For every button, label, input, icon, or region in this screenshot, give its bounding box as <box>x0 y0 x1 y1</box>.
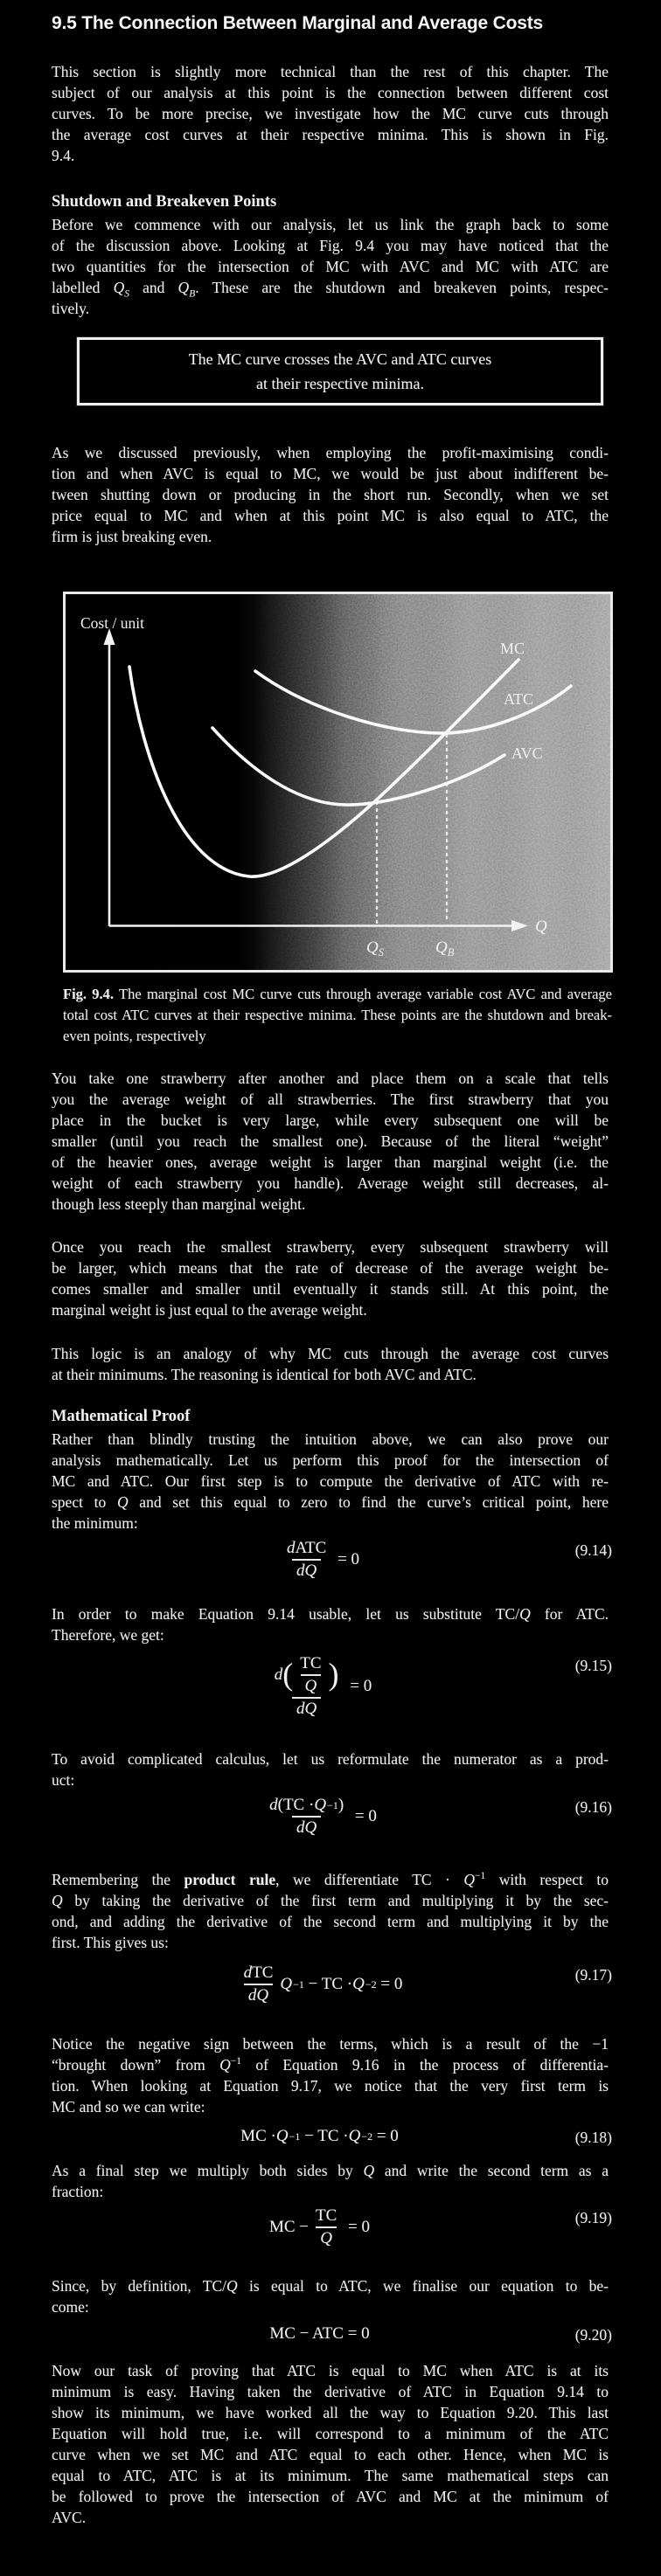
math-token: d <box>243 1963 253 1982</box>
paragraph-6 <box>52 1343 609 1385</box>
paragraph-1 <box>52 61 609 166</box>
eq-9-20-expression <box>269 2324 369 2344</box>
math-token: = 0 <box>345 1676 372 1695</box>
text-segment-it: Q <box>226 2277 238 2295</box>
y-axis-label: Cost / unit <box>80 614 144 632</box>
eq-9-19 <box>52 2207 612 2247</box>
text-line: As we discussed previously, when employing the profit-maximising condi- <box>52 444 609 461</box>
math-token: TC · <box>282 1796 315 1814</box>
text-line: you the average weight of all strawberries. The first strawberry that you <box>52 1091 609 1108</box>
text-line: tion. When looking at Equation 9.17, we notice that the very first term is <box>52 2077 609 2095</box>
math-token: Q <box>280 1974 293 1993</box>
text-segment: , we differentiate TC · <box>275 1871 464 1888</box>
math-token <box>240 1964 278 2005</box>
text-segment: labelled <box>52 279 114 296</box>
math-token: − TC · <box>303 1974 353 1993</box>
text-segment-sup: −1 <box>230 2056 241 2067</box>
paragraph-9 <box>52 1748 609 1790</box>
text-segment-it: Q <box>113 279 125 296</box>
page-title: 9.5 The Connection Between Marginal and Average Costs <box>52 13 543 33</box>
paragraph-10 <box>52 1869 609 1953</box>
text-line: come: <box>52 2298 89 2316</box>
text-segment-it: Q <box>519 1605 531 1623</box>
eq-9-16-expression <box>262 1797 377 1837</box>
text-segment: Since, by definition, TC/ <box>52 2277 227 2295</box>
eq-9-20-number: (9.20) <box>574 2326 612 2344</box>
text-segment-it: Q <box>177 279 190 296</box>
paragraph-11 <box>52 2033 609 2117</box>
eq-9-19-number: (9.19) <box>574 2209 612 2226</box>
math-token <box>270 1655 344 1718</box>
eq-9-19-expression <box>269 2207 370 2247</box>
text-segment-it: Q <box>363 2162 375 2179</box>
math-token: Q <box>320 2228 333 2247</box>
math-token: dQ <box>247 1985 269 2005</box>
math-token: = 0 <box>344 2217 371 2236</box>
text-line: This logic is an analogy of why MC cuts through the average cost curves <box>52 1345 609 1362</box>
text-line: weight of each strawberry you handle). Average weight still decreases, al- <box>52 1174 609 1192</box>
text-segment: In order to make Equation 9.14 usable, let us substitute TC/ <box>52 1605 520 1623</box>
text-line: To avoid complicated calculus, let us reformulate the numerator as a prod- <box>52 1750 609 1768</box>
paragraph-7 <box>52 1429 609 1534</box>
avc-curve-label: AVC <box>511 744 543 762</box>
math-token: MC − <box>268 2217 310 2236</box>
text-line: equal to ATC, ATC is at its minimum. The same mathematical steps can <box>52 2467 609 2484</box>
x-axis-label: Q <box>535 918 547 936</box>
text-line: smaller (until you reach the smallest one). Because of the literal “weight” <box>52 1132 609 1150</box>
text-segment: by taking the derivative of the first term and multiplying it by the sec- <box>62 1892 609 1909</box>
paragraph-12 <box>52 2160 609 2202</box>
text-segment-sub: B <box>189 288 196 300</box>
text-segment: with respect to <box>485 1871 609 1888</box>
text-line: curves. To be more precise, we investigate how the MC curve cuts through <box>52 105 609 122</box>
eq-9-17-number: (9.17) <box>574 1966 612 1984</box>
text-line: Therefore, we get: <box>52 1626 164 1644</box>
paragraph-13 <box>52 2275 609 2317</box>
callout-line: The MC curve crosses the AVC and ATC curves <box>188 350 492 368</box>
eq-9-14-expression <box>280 1540 359 1580</box>
text-segment-sub: S <box>124 288 129 300</box>
math-token: Q <box>304 1676 317 1695</box>
math-token: dQ <box>296 1561 317 1580</box>
math-token: = 0 <box>333 1549 360 1568</box>
text-segment: and write the second term as a <box>374 2162 609 2179</box>
eq-9-15-expression <box>268 1655 372 1718</box>
text-line: curve when we set MC and ATC equal to each other. Hence, when MC is <box>52 2446 609 2463</box>
text-line <box>63 984 612 1005</box>
math-token: = 0 <box>372 2127 399 2145</box>
text-line: first. This gives us: <box>52 1934 169 1951</box>
paragraph-14 <box>52 2360 609 2528</box>
eq-9-15 <box>52 1655 612 1718</box>
text-line: the average cost curves at their respective minima. This is shown in Fig. <box>52 126 609 143</box>
section-heading-proof: Mathematical Proof <box>52 1408 191 1425</box>
text-line: total cost ATC curves at their respective minima. These points are the shutdown and break- <box>63 1007 612 1023</box>
callout-line: at their respective minima. <box>256 375 424 392</box>
math-token: Q <box>275 2127 289 2145</box>
text-line: price equal to MC and when at this point MC is also equal to ATC, the <box>52 507 609 524</box>
text-segment: Remembering the <box>52 1871 184 1888</box>
text-line: be larger, which means that the rate of decrease of the average weight be- <box>52 1259 609 1277</box>
math-token: MC · <box>240 2127 276 2145</box>
math-token: dQ <box>296 1818 317 1837</box>
text-line: Rather than blindly trusting the intuition above, we can also prove our <box>52 1430 609 1448</box>
qb-label: $Q_B$ <box>435 938 455 959</box>
text-line <box>52 1869 609 1890</box>
text-line: AVC. <box>52 2509 87 2526</box>
eq-9-18-expression: MC · Q −1 − TC · Q −2 = 0 <box>240 2127 399 2145</box>
text-segment-it: Q <box>219 2056 231 2074</box>
math-token: ATC <box>295 1539 327 1557</box>
math-token: d <box>286 1539 296 1557</box>
eq-9-18 <box>52 2127 612 2146</box>
eq-9-18-number: (9.18) <box>574 2129 612 2146</box>
math-token: Q <box>352 1974 365 1993</box>
text-line: marginal weight is just equal to the average weight. <box>52 1301 367 1319</box>
text-segment-b: product rule <box>184 1871 276 1888</box>
text-segment: and <box>129 279 178 296</box>
eq-9-16 <box>52 1797 612 1837</box>
text-line: You take one strawberry after another and place them on a scale that tells <box>52 1070 609 1087</box>
eq-9-20 <box>52 2324 612 2344</box>
math-token: d <box>274 1665 283 1684</box>
text-line <box>52 1890 609 1911</box>
paragraph-4 <box>52 1068 609 1215</box>
eq-9-16-number: (9.16) <box>574 1798 612 1816</box>
math-token: Q <box>314 1796 327 1814</box>
paragraph-2 <box>52 214 609 319</box>
paragraph-3 <box>52 442 609 547</box>
text-line: tion and when AVC is equal to MC, we would be just about indifferent be- <box>52 465 609 482</box>
text-line: minimum is easy. Having taken the derivative of ATC in Equation 9.14 to <box>52 2383 609 2400</box>
math-token: TC <box>252 1963 274 1982</box>
text-line <box>52 2054 609 2075</box>
text-line: even points, respectively <box>63 1028 206 1044</box>
math-token: Q <box>348 2127 361 2145</box>
eq-9-14 <box>52 1540 612 1580</box>
section-heading-shutdown: Shutdown and Breakeven Points <box>52 193 277 211</box>
text-line: Equation will hold true, i.e. will correspond to a minimum of the ATC <box>52 2425 609 2442</box>
text-line: two quantities for the intersection of MC with AVC and MC with ATC are <box>52 258 609 275</box>
math-token <box>311 2207 341 2247</box>
text-segment-it: Q <box>52 1892 63 1909</box>
text-line: subject of our analysis at this point is the connection between different cost <box>52 84 609 101</box>
text-line: comes smaller and smaller until eventually it stands still. At this point, the <box>52 1280 609 1298</box>
math-token <box>296 1655 325 1695</box>
math-token: dQ <box>296 1699 317 1718</box>
paragraph-5 <box>52 1236 609 1320</box>
math-token: TC <box>300 1654 322 1672</box>
mc-curve-label: MC <box>500 640 525 657</box>
cost-curves-chart <box>63 592 613 973</box>
text-line: ond, and adding the derivative of the second term and multiplying it by the <box>52 1913 609 1930</box>
text-line: Now our task of proving that ATC is equal to MC when ATC is at its <box>52 2362 609 2379</box>
text-line <box>52 2160 609 2181</box>
text-segment: . These are the shutdown and breakeven points, respec- <box>195 279 609 296</box>
text-segment: spect to <box>52 1493 117 1511</box>
callout-box <box>77 337 603 405</box>
math-token: = 0 <box>376 1974 403 1993</box>
text-line: 9.4. <box>52 147 75 164</box>
text-line: be followed to prove the intersection of AVC and MC at the minimum of <box>52 2488 609 2505</box>
text-line: analysis mathematically. Let us perform this proof for the intersection of <box>52 1451 609 1469</box>
text-line: place in the bucket is very large, while every subsequent one will be <box>52 1111 609 1129</box>
eq-9-17 <box>52 1964 612 2005</box>
math-token <box>282 1540 330 1580</box>
text-line <box>52 1603 609 1624</box>
text-line: show its minimum, we have worked all the way to Equation 9.20. This last <box>52 2404 609 2421</box>
math-token: − TC · <box>300 2127 349 2145</box>
text-line <box>52 277 609 298</box>
text-line <box>52 2275 609 2296</box>
text-line: fraction: <box>52 2183 104 2200</box>
math-token <box>265 1797 348 1837</box>
figure-9-4 <box>63 592 613 973</box>
math-token: d <box>269 1796 278 1814</box>
text-segment-sup: −1 <box>475 1871 486 1882</box>
text-line: Notice the negative sign between the terms, which is a result of the −1 <box>52 2035 609 2053</box>
math-token: ( TC · Q −1 ) <box>277 1796 344 1814</box>
math-token: TC <box>316 2206 337 2225</box>
text-line: the minimum: <box>52 1514 138 1532</box>
text-segment: is equal to ATC, we finalise our equation to be- <box>237 2277 609 2295</box>
text-line: though less steeply than marginal weight. <box>52 1195 306 1213</box>
text-line: MC and ATC. Our first step is to compute the derivative of ATC with re- <box>52 1472 609 1490</box>
eq-9-15-number: (9.15) <box>574 1657 612 1674</box>
text-line: MC and so we can write: <box>52 2098 205 2116</box>
text-segment-it: Q <box>463 1871 476 1888</box>
text-segment-it: Q <box>116 1493 129 1511</box>
text-line: of the discussion above. Looking at Fig. 9.4 you may have noticed that the <box>52 237 609 254</box>
eq-9-17-expression: d TC dQ Q −1 − TC · Q −2 = 0 <box>237 1964 403 2005</box>
text-line: of the heavier ones, average weight is larger than marginal weight (i.e. the <box>52 1153 609 1171</box>
math-token: = 0 <box>351 1806 377 1825</box>
text-segment: for ATC. <box>530 1605 609 1623</box>
text-segment-b: Fig. 9.4. <box>63 986 115 1002</box>
text-line: tween shutting down or producing in the short run. Secondly, when we set <box>52 486 609 503</box>
text-line: Before we commence with our analysis, let us link the graph back to some <box>52 216 609 233</box>
text-line: uct: <box>52 1771 75 1789</box>
atc-curve-label: ATC <box>504 690 534 708</box>
math-token: ( TC Q ) <box>282 1654 339 1695</box>
math-token: MC − ATC = 0 <box>269 2324 370 2343</box>
text-line <box>52 1492 609 1513</box>
qs-label: $Q_S$ <box>366 938 384 959</box>
text-segment: and set this equal to zero to find the curve’s critical point, here <box>128 1493 609 1511</box>
scan-grain-texture <box>63 592 613 973</box>
text-segment: The marginal cost MC curve cuts through average variable cost AVC and average <box>114 986 612 1002</box>
text-line: at their minimums. The reasoning is identical for both AVC and ATC. <box>52 1366 477 1383</box>
paragraph-8 <box>52 1603 609 1645</box>
text-line: tively. <box>52 300 90 317</box>
text-line: firm is just breaking even. <box>52 528 212 545</box>
text-segment: of Equation 9.16 in the process of differentia- <box>240 2056 609 2074</box>
text-segment: “brought down” from <box>52 2056 220 2074</box>
eq-9-14-number: (9.14) <box>574 1541 612 1559</box>
figure-caption <box>63 984 612 1047</box>
text-segment: As a final step we multiply both sides by <box>52 2162 364 2179</box>
text-line: This section is slightly more technical than the rest of this chapter. The <box>52 63 609 80</box>
text-line: Once you reach the smallest strawberry, every subsequent strawberry will <box>52 1238 609 1256</box>
